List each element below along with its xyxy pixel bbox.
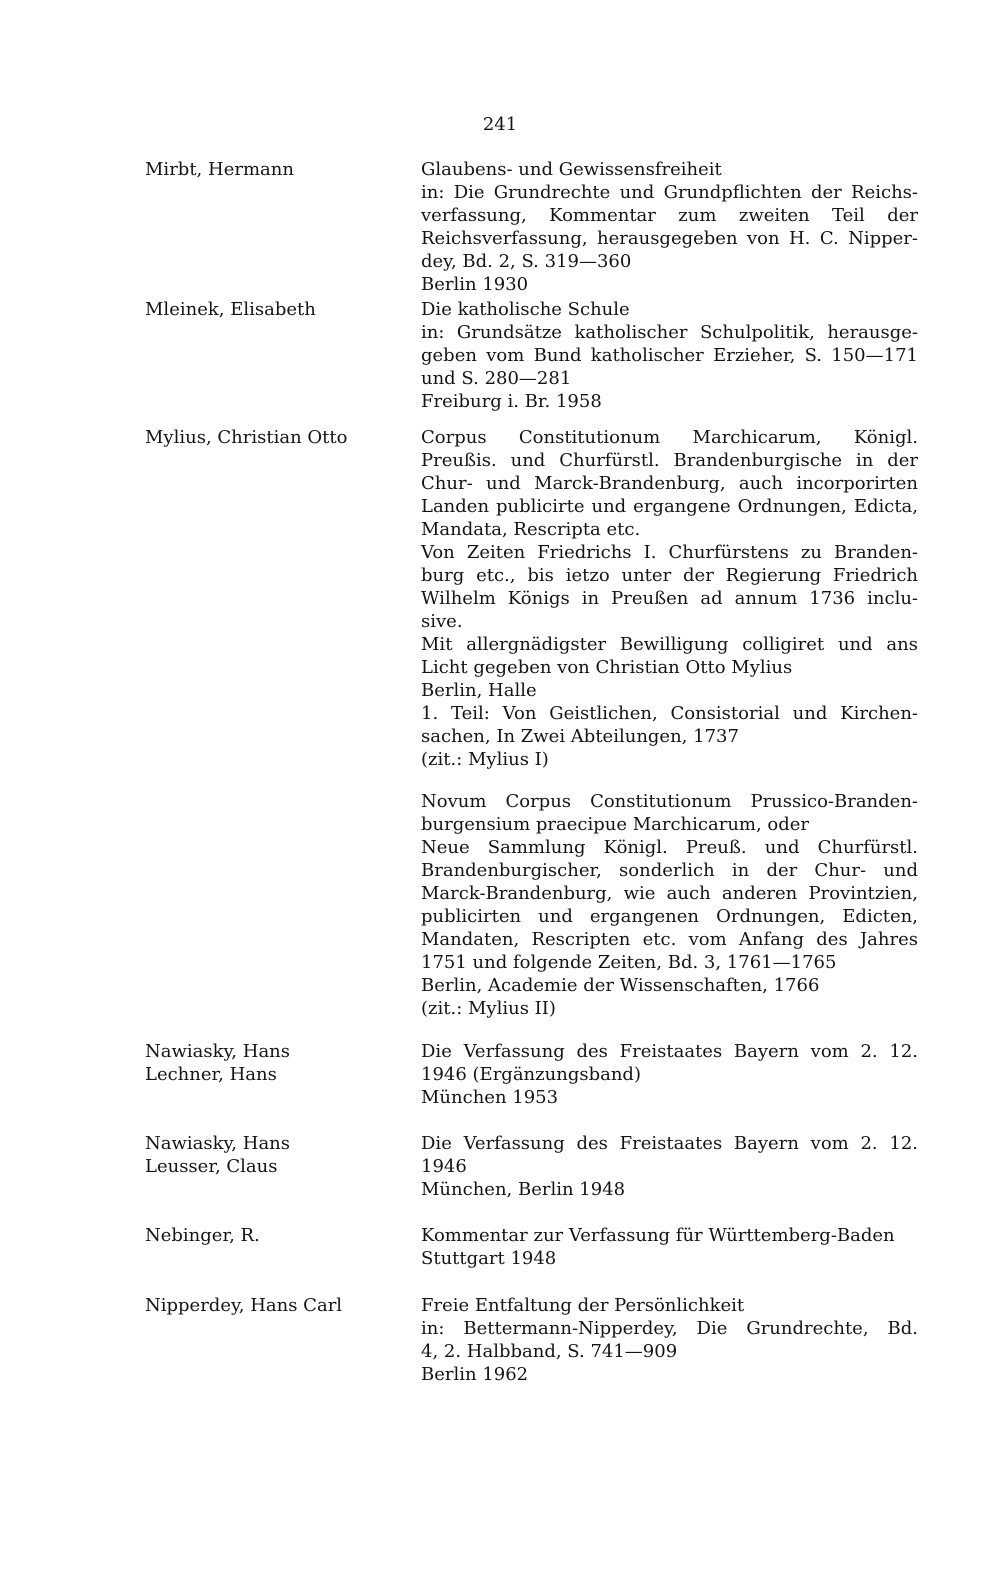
work-line: Chur- und Marck-Brandenburg, auch incorporirten: [421, 473, 918, 494]
author-name: Leusser, Claus: [145, 1156, 278, 1177]
work-publication: München 1953: [421, 1087, 559, 1108]
work-title: Novum Corpus Constitutionum Prussico-Branden-: [421, 791, 918, 812]
work-line: in: Die Grundrechte und Grundpflichten der Reichs-: [421, 182, 918, 203]
work-line: 1751 und folgende Zeiten, Bd. 3, 1761—1765: [421, 952, 837, 973]
work-publication: Stuttgart 1948: [421, 1248, 557, 1269]
work-line: burgensium praecipue Marchicarum, oder: [421, 814, 810, 835]
work-line: in: Bettermann-Nipperdey, Die Grundrechte, Bd.: [421, 1318, 918, 1339]
entry-work: [421, 1294, 918, 1386]
work-line: geben vom Bund katholischer Erzieher, S. 150—171: [421, 345, 918, 366]
work-publication: München, Berlin 1948: [421, 1179, 626, 1200]
entry-work: [421, 1040, 918, 1109]
bibliography-entry: [0, 298, 1000, 426]
entry-work: [421, 158, 918, 296]
work-publication: Berlin, Halle: [421, 680, 537, 701]
work-line: Reichsverfassung, herausgegeben von H. C. Nipper-: [421, 228, 918, 249]
work-line: Marck-Brandenburg, wie auch anderen Provintzien,: [421, 883, 918, 904]
work-line: Neue Sammlung Königl. Preuß. und Churfürstl.: [421, 837, 918, 858]
work-line: Mit allergnädigster Bewilligung colligiret und ans: [421, 634, 918, 655]
work-publication: Berlin 1930: [421, 274, 529, 295]
entry-work: [421, 426, 918, 771]
bibliography-entry: [0, 1040, 1000, 1132]
entry-authors: [145, 1294, 400, 1317]
entry-authors: [145, 298, 400, 321]
bibliography-list: [0, 158, 1000, 1394]
author-name: Mleinek, Elisabeth: [145, 299, 316, 320]
entry-work: [421, 298, 918, 413]
work-line: Brandenburgischer, sonderlich in der Chur- und: [421, 860, 918, 881]
bibliography-entry: [0, 1132, 1000, 1224]
bibliography-entry: [0, 1224, 1000, 1294]
bibliography-entry: [0, 1294, 1000, 1394]
work-line: und S. 280—281: [421, 368, 572, 389]
work-title: Kommentar zur Verfassung für Württemberg-Baden: [421, 1225, 895, 1246]
author-name: Nebinger, R.: [145, 1225, 260, 1246]
entry-authors: [145, 426, 400, 449]
work-publication: Berlin 1962: [421, 1364, 529, 1385]
bibliography-entry: [0, 158, 1000, 298]
work-title: Freie Entfaltung der Persönlichkeit: [421, 1295, 745, 1316]
author-name: Mirbt, Hermann: [145, 159, 294, 180]
work-publication: Freiburg i. Br. 1958: [421, 391, 602, 412]
page-number: 241: [482, 114, 518, 135]
author-name: Nawiasky, Hans: [145, 1041, 291, 1062]
work-line: 4, 2. Halbband, S. 741—909: [421, 1341, 678, 1362]
work-line: 1946 (Ergänzungsband): [421, 1064, 641, 1085]
work-title: Die katholische Schule: [421, 299, 630, 320]
work-line: Wilhelm Königs in Preußen ad annum 1736 inclu-: [421, 588, 918, 609]
bibliography-entry: [0, 790, 1000, 1040]
work-title: Die Verfassung des Freistaates Bayern vom 2. 12.: [421, 1041, 918, 1062]
work-line: verfassung, Kommentar zum zweiten Teil der: [421, 205, 918, 226]
work-line: sive.: [421, 611, 463, 632]
author-name: Nawiasky, Hans: [145, 1133, 291, 1154]
work-citation: (zit.: Mylius I): [421, 749, 549, 770]
work-line: Mandaten, Rescripten etc. vom Anfang des Jahres: [421, 929, 918, 950]
work-publication: Berlin, Academie der Wissenschaften, 1766: [421, 975, 820, 996]
entry-authors: [145, 1224, 400, 1247]
entry-authors: [145, 158, 400, 181]
entry-authors: [145, 1040, 400, 1086]
work-line: 1946: [421, 1156, 467, 1177]
bibliography-entry: [0, 426, 1000, 790]
entry-authors: [145, 1132, 400, 1178]
work-line: burg etc., bis ietzo unter der Regierung Friedrich: [421, 565, 918, 586]
author-name: Nipperdey, Hans Carl: [145, 1295, 343, 1316]
author-name: Mylius, Christian Otto: [145, 427, 348, 448]
entry-work: [421, 790, 918, 1020]
work-line: Landen publicirte und ergangene Ordnungen, Edicta,: [421, 496, 918, 517]
work-line: publicirten und ergangenen Ordnungen, Edicten,: [421, 906, 918, 927]
work-line: Von Zeiten Friedrichs I. Churfürstens zu Branden-: [421, 542, 918, 563]
work-title: Corpus Constitutionum Marchicarum, Königl.: [421, 427, 918, 448]
work-line: dey, Bd. 2, S. 319—360: [421, 251, 632, 272]
author-name: Lechner, Hans: [145, 1064, 277, 1085]
work-line: Preußis. und Churfürstl. Brandenburgische in der: [421, 450, 918, 471]
entry-work: [421, 1224, 918, 1270]
work-line: sachen, In Zwei Abteilungen, 1737: [421, 726, 739, 747]
work-line: Licht gegeben von Christian Otto Mylius: [421, 657, 793, 678]
work-title: Die Verfassung des Freistaates Bayern vom 2. 12.: [421, 1133, 918, 1154]
work-line: Mandata, Rescripta etc.: [421, 519, 641, 540]
work-line: in: Grundsätze katholischer Schulpolitik, herausge-: [421, 322, 918, 343]
work-citation: (zit.: Mylius II): [421, 998, 556, 1019]
work-title: Glaubens- und Gewissensfreiheit: [421, 159, 722, 180]
work-line: 1. Teil: Von Geistlichen, Consistorial und Kirchen-: [421, 703, 918, 724]
entry-work: [421, 1132, 918, 1201]
